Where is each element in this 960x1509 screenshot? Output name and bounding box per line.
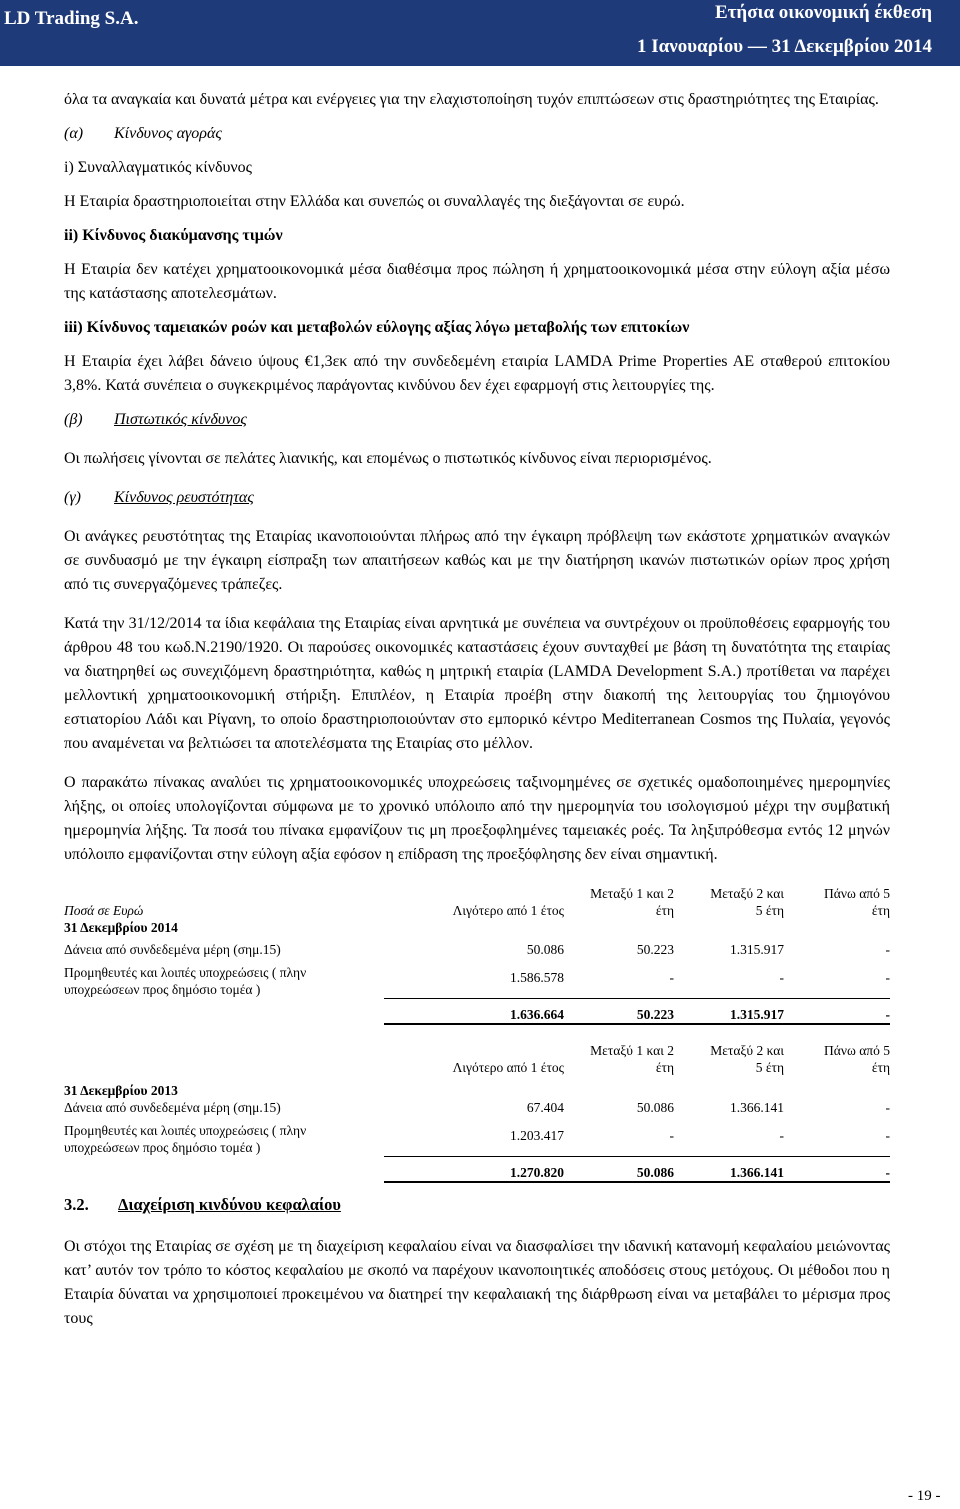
subsection-i-text: Η Εταιρία δραστηριοποιείται στην Ελλάδα και συνεπώς οι συναλλαγές της διεξάγονται σε ευρώ. <box>64 193 685 210</box>
table-total-row <box>64 998 890 1024</box>
subsection-iii-text: Η Εταιρία έχει λάβει δάνειο ύψους €1,3εκ από την συνδεδεμένη εταιρία LAMDA Prime Properties AE σταθερού επιτοκίου 3,8%. Κατά συνέπεια ο συγκεκριμένος παράγοντας κινδύνου δεν έχει εφαρμογή στις λειτουργίες της. <box>64 353 890 394</box>
total-cell: - <box>784 1156 890 1182</box>
row-label: Προμηθευτές και λοιπές υποχρεώσεις ( πλην υποχρεώσεων προς δημόσιο τομέα ) <box>64 1123 307 1155</box>
table-cell: - <box>885 1100 890 1115</box>
table-cell: - <box>779 970 784 986</box>
section-c-heading <box>64 486 890 510</box>
report-period: 1 Ιανουαρίου — 31 Δεκεμβρίου 2014 <box>637 36 932 57</box>
row-label: Προμηθευτές και λοιπές υποχρεώσεις ( πλην υποχρεώσεων προς δημόσιο τομέα ) <box>64 965 307 997</box>
total-cell: 50.223 <box>564 998 674 1024</box>
table-header-row <box>64 885 890 919</box>
table-cell: 67.404 <box>526 1100 564 1115</box>
company-name: LD Trading S.A. <box>4 8 139 29</box>
col-header-1-2y: Μεταξύ 1 και 2 έτη <box>590 886 674 918</box>
total-cell: 1.270.820 <box>384 1156 564 1182</box>
intro-paragraph: όλα τα αναγκαία και δυνατά μέτρα και ενέργειες για την ελαχιστοποίηση τυχόν επιπτώσεων στις δραστηριότητες της Εταιρίας. <box>64 91 879 108</box>
col-header-under-1y: Λιγότερο από 1 έτος <box>452 1060 564 1075</box>
col-header-1-2y: Μεταξύ 1 και 2 έτη <box>590 1043 674 1075</box>
subsection-ii-text: Η Εταιρία δεν κατέχει χρηματοοικονομικά μέσα διαθέσιμα προς πώληση ή χρηματοοικονομικά μέσα στην εύλογη αξία μέσω της κατάστασης αποτελεσμάτων. <box>64 261 890 302</box>
subsection-iii-title: iii) Κίνδυνος ταμειακών ροών και μεταβολών εύλογης αξίας λόγω μεταβολής των επιτοκίων <box>64 319 690 336</box>
table-cell: - <box>885 1128 890 1144</box>
row-label: Δάνεια από συνδεδεμένα μέρη (σημ.15) <box>64 942 281 957</box>
table-row <box>64 936 890 958</box>
table-cell: - <box>669 970 674 986</box>
col-header-2-5y: Μεταξύ 2 και 5 έτη <box>710 886 784 918</box>
amounts-label: Ποσά σε Ευρώ <box>64 903 144 918</box>
table-cell: 50.223 <box>636 942 674 957</box>
table-row <box>64 919 890 936</box>
section-b-number: (β) <box>64 411 83 428</box>
section-b-title: Πιστωτικός κίνδυνος <box>114 411 247 428</box>
table-cell: 1.586.578 <box>510 970 564 986</box>
total-cell: 1.315.917 <box>674 998 784 1024</box>
block-date: 31 Δεκεμβρίου 2014 <box>64 920 178 935</box>
section-3-2-number: 3.2. <box>64 1195 89 1214</box>
total-cell: 50.086 <box>564 1156 674 1182</box>
subsection-ii-title: ii) Κίνδυνος διακύμανσης τιμών <box>64 227 283 244</box>
block-date: 31 Δεκεμβρίου 2013 <box>64 1083 178 1098</box>
subsection-i-title: i) Συναλλαγματικός κίνδυνος <box>64 159 252 176</box>
report-title: Ετήσια οικονομική έκθεση <box>715 2 932 23</box>
section-c-number: (γ) <box>64 489 81 506</box>
section-c-paragraph-1: Οι ανάγκες ρευστότητας της Εταιρίας ικανοποιούνται πλήρως από την έγκαιρη πρόβλεψη των εκάστοτε χρηματικών αναγκών σε συνδυασμό με την έγκαιρη είσπραξη των απαιτήσεων καθώς και με την διατήρηση ικανών πιστωτικών ορίων προς χρήση από τις συνεργαζόμενες τράπεζες. <box>64 528 890 593</box>
table-cell: - <box>885 970 890 986</box>
table-cell: - <box>885 942 890 957</box>
row-label: Δάνεια από συνδεδεμένα μέρη (σημ.15) <box>64 1100 281 1115</box>
total-cell: 1.366.141 <box>674 1156 784 1182</box>
total-cell: 1.636.664 <box>384 998 564 1024</box>
section-a-heading <box>64 122 890 146</box>
section-3-2-heading <box>64 1193 890 1217</box>
table-row <box>64 1076 890 1099</box>
section-a-number: (α) <box>64 125 84 142</box>
total-cell: - <box>784 998 890 1024</box>
table-cell: 1.203.417 <box>510 1128 564 1144</box>
col-header-over-5y: Πάνω από 5 έτη <box>824 1043 890 1075</box>
table-cell: 1.366.141 <box>730 1100 784 1115</box>
section-b-text: Οι πωλήσεις γίνονται σε πελάτες λιανικής, και επομένως ο πιστωτικός κίνδυνος είναι περιορισμένος. <box>64 450 712 467</box>
section-c-paragraph-3: Ο παρακάτω πίνακας αναλύει τις χρηματοοικονομικές υποχρεώσεις ταξινομημένες σε σχετικές ομαδοποιημένες ημερομηνίες λήξης, οι οποίες υπολογίζονται σύμφωνα με το χρονικό υπόλοιπο από την ημερομηνία του ισολογισμού μέχρι την συμβατική ημερομηνία λήξης. Τα ποσά του πίνακα εμφανίζουν τις μη προεξοφλημένες ταμειακές ροές. Τα ληξιπρόθεσμα εντός 12 μηνών υπόλοιπο εμφανίζονται στην εύλογη αξία εφόσον η επίδραση της προεξόφλησης δεν είναι σημαντική. <box>64 774 890 863</box>
section-3-2-text: Οι στόχοι της Εταιρίας σε σχέση με τη διαχείριση κεφαλαίου είναι να διασφαλίσει την ιδανική κατανομή κεφαλαίου μειώνοντας κατ’ αυτόν τον τρόπο το κόστος κεφαλαίου με σκοπό να παρέχουν ικανοποιητικές αποδόσεις στους μετόχους. Οι μέθοδοι που η Εταιρία δύναται να χρησιμοποιεί προκειμένου να διατηρεί την κεφαλαιακή της διάρθρωση είναι να μεταβάλει το μέρισμα προς τους <box>64 1238 890 1327</box>
table-header-row <box>64 1024 890 1076</box>
table-row <box>64 958 890 998</box>
section-3-2-title: Διαχείριση κινδύνου κεφαλαίου <box>118 1195 341 1214</box>
liabilities-maturity-table <box>64 885 890 1183</box>
section-c-paragraph-2: Κατά την 31/12/2014 τα ίδια κεφάλαια της Εταιρίας είναι αρνητικά με συνέπεια να συντρέχουν οι προϋποθέσεις εφαρμογής του άρθρου 48 του κωδ.Ν.2190/1920. Οι παρούσες οικονομικές καταστάσεις έχουν συνταχθεί με βάση τη δυνατότητα της εταιρίας να διατηρηθεί ως συνεχιζόμενη δραστηριότητα, καθώς η μητρική εταιρία (LAMDA Development S.A.) προτίθεται να παρέχει μελλοντική χρηματοοικονομική στήριξη. Επιπλέον, η Εταιρία προέβη στην διακοπή της λειτουργίας του ζημιογόνου εστιατορίου Λάδι και Ρίγανη, το οποίο δραστηριοποιούνταν στο εμπορικό κέντρο Mediterranean Cosmos της Πυλαία, γεγονός που αναμένεται να βελτιώσει τα αποτελέσματα της Εταιρίας στο μέλλον. <box>64 615 890 752</box>
table-cell: - <box>669 1128 674 1144</box>
table-row <box>64 1099 890 1116</box>
table-cell: 50.086 <box>526 942 564 957</box>
col-header-over-5y: Πάνω από 5 έτη <box>824 886 890 918</box>
document-body <box>64 88 890 1331</box>
section-c-title: Κίνδυνος ρευστότητας <box>114 489 254 506</box>
section-a-title: Κίνδυνος αγοράς <box>114 125 222 142</box>
page-number: - 19 - <box>908 1488 941 1504</box>
section-b-heading <box>64 408 890 432</box>
table-cell: - <box>779 1128 784 1144</box>
table-total-row <box>64 1156 890 1182</box>
col-header-under-1y: Λιγότερο από 1 έτος <box>452 903 564 918</box>
page-header <box>0 0 960 66</box>
table-row <box>64 1116 890 1156</box>
table-cell: 50.086 <box>636 1100 674 1115</box>
col-header-2-5y: Μεταξύ 2 και 5 έτη <box>710 1043 784 1075</box>
table-cell: 1.315.917 <box>730 942 784 957</box>
